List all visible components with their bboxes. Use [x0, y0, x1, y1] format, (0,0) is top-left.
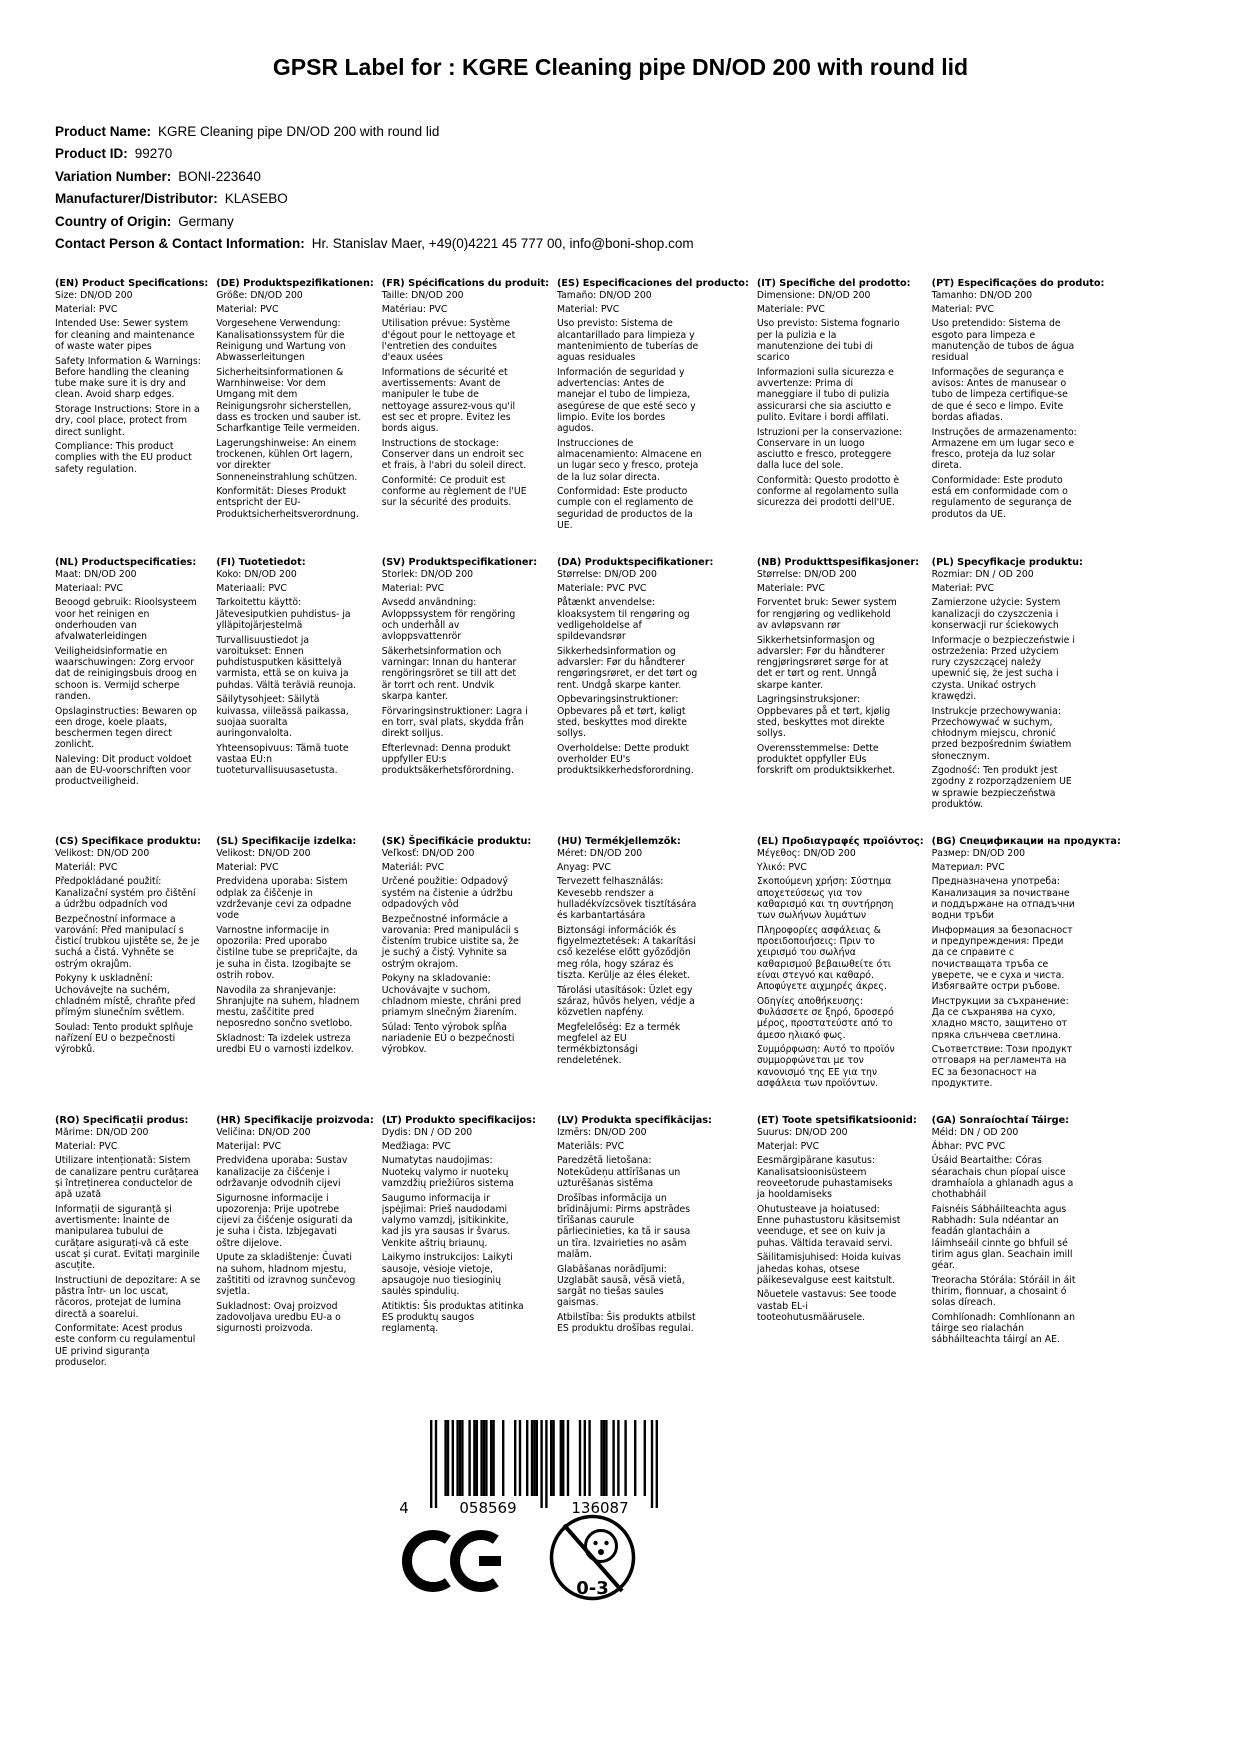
- spec-paragraph: Koko: DN/OD 200: [216, 568, 297, 580]
- spec-paragraph: Conformidad: Este producto cumple con el reglamento de seguridad de productos de la UE.: [556, 486, 694, 532]
- spec-block-sl: [216, 836, 374, 1115]
- spec-block-et: [757, 1115, 924, 1394]
- spec-paragraph: Efterlevnad: Denna produkt uppfyller EU:s produktsäkerhetsförordning.: [381, 742, 514, 777]
- spec-paragraph: Eesmärgipärane kasutus: Kanalisatsioonisüsteem reoveetorude puhastamiseks ja hooldamiseks: [756, 1155, 893, 1201]
- spec-paragraph: Konformität: Dieses Produkt entspricht der EU-Produktsicherheitsverordnung.: [216, 486, 359, 520]
- spec-paragraph: Avsedd användning: Avloppssystem för rengöring och underhåll av avloppsvattenrör: [381, 597, 516, 643]
- product-field-label: Contact Person & Contact Information:: [55, 236, 305, 252]
- spec-paragraph: Informações de segurança e avisos: Antes de manusear o tubo de limpeza certifique-se de que é seco e limpo. Evite bordas afiadas.: [931, 366, 1068, 424]
- spec-block-cs: [55, 836, 208, 1115]
- spec-paragraph: Turvallisuustiedot ja varoitukset: Ennen puhdistusputken käsittelyä varmista, että se on kuiva ja puhdas. Vältä teräviä reunoja.: [216, 634, 357, 691]
- page-title: GPSR Label for : KGRE Cleaning pipe DN/OD 200 with round lid: [272, 54, 969, 80]
- spec-paragraph: Material: PVC: [931, 303, 994, 315]
- spec-paragraph: Glabāšanas norādījumi: Uzglabāt sausā, vēsā vietā, sargāt no tiešas saules gaismas.: [556, 1263, 685, 1309]
- spec-paragraph: Utilizare intenționată: Sistem de canalizare pentru curățarea și întreținerea conductelor de apă uzată: [55, 1155, 199, 1201]
- ce-mark-icon: [402, 1528, 514, 1594]
- spec-paragraph: Upute za skladištenje: Čuvati na suhom, hladnom mjestu, zaštititi od izravnog sunčevog svjetla.: [216, 1252, 356, 1298]
- product-field-label: Variation Number:: [55, 168, 172, 184]
- spec-paragraph: Uso pretendido: Sistema de esgoto para limpeza e manutenção de tubos de água residual: [931, 318, 1075, 364]
- spec-paragraph: Beoogd gebruik: Rioolsysteem voor het reinigen en onderhouden van afvalwaterleidingen: [55, 597, 197, 643]
- spec-paragraph: Material: PVC: [556, 303, 620, 315]
- spec-block-en: [55, 278, 208, 557]
- spec-paragraph: Material: PVC: [55, 1140, 118, 1152]
- product-field-value: 99270: [134, 146, 173, 162]
- spec-paragraph: Οδηγίες αποθήκευσης: Φυλάσσετε σε ξηρό, δροσερό μέρος, προστατεύστε από το άμεσο ηλιακό φως.: [756, 995, 894, 1041]
- spec-paragraph: Laikymo instrukcijos: Laikyti sausoje, vėsioje vietoje, apsaugoje nuo tiesioginių saulės spindulių.: [381, 1252, 513, 1298]
- spec-title: (IT) Specifiche del prodotto:: [756, 278, 911, 289]
- product-field: [55, 121, 694, 143]
- spec-paragraph: Tarkoitettu käyttö: Jätevesiputkien puhdistus- ja ylläpitojärjestelmä: [216, 597, 351, 632]
- spec-title: (SL) Specifikacije izdelka:: [216, 836, 357, 847]
- product-field: [55, 233, 694, 255]
- spec-title: (BG) Спецификации на продукта:: [931, 836, 1121, 847]
- spec-paragraph: Storlek: DN/OD 200: [381, 568, 474, 580]
- ean13-barcode: [388, 1418, 658, 1516]
- spec-title: (ES) Especificaciones del producto:: [556, 278, 749, 289]
- spec-paragraph: Größe: DN/OD 200: [216, 289, 303, 301]
- spec-block-da: [557, 557, 749, 836]
- spec-paragraph: Materiāls: PVC: [556, 1140, 625, 1152]
- product-field-value: Hr. Stanislav Maer, +49(0)4221 45 777 00, info@boni-shop.com: [311, 236, 694, 252]
- spec-block-ga: [932, 1115, 1121, 1394]
- spec-paragraph: Skladnost: Ta izdelek ustreza uredbi EU o varnosti izdelkov.: [216, 1032, 354, 1056]
- spec-paragraph: Μέγεθος: DN/OD 200: [756, 847, 856, 859]
- spec-block-sv: [382, 557, 549, 836]
- barcode-bars: [430, 1420, 658, 1508]
- spec-paragraph: Predviđena uporaba: Sustav kanalizacije za čišćenje i održavanje odvodnih cijevi: [216, 1155, 348, 1190]
- spec-paragraph: Säilytysohjeet: Säilytä kuivassa, viileässä paikassa, suojaa suoralta auringonvalolta.: [216, 694, 349, 740]
- spec-paragraph: Varnostne informacije in opozorila: Pred uporabo čistilne tube se prepričajte, da je suha in čista. Izogibajte se ostrih robov.: [216, 924, 358, 982]
- spec-paragraph: Faisnéis Sábháilteachta agus Rabhadh: Sula ndéantar an feadán glantacháin a láimhseáil cinnte go bhfuil sé tirim agus glan. Seachain imill géar.: [931, 1203, 1073, 1272]
- product-field-value: KGRE Cleaning pipe DN/OD 200 with round lid: [158, 124, 440, 139]
- spec-paragraph: Intended Use: Sewer system for cleaning and maintenance of waste water pipes: [55, 318, 195, 353]
- spec-paragraph: Påtænkt anvendelse: kloaksystem til rengøring og vedligeholdelse af spildevandsrør: [556, 597, 690, 643]
- spec-block-lv: [557, 1115, 749, 1394]
- spec-paragraph: Sukladnost: Ovaj proizvod zadovoljava uredbu EU-a o sigurnosti proizvoda.: [216, 1300, 341, 1335]
- spec-title: (LV) Produkta specifikācijas:: [556, 1115, 712, 1126]
- spec-paragraph: Opslaginstructies: Bewaren op een droge, koele plaats, beschermen tegen direct zonlicht.: [55, 705, 198, 751]
- spec-paragraph: Uso previsto: Sistema fognario per la pulizia e la manutenzione dei tubi di scarico: [756, 318, 900, 364]
- spec-paragraph: Materjal: PVC: [756, 1140, 820, 1152]
- spec-block-nb: [757, 557, 924, 836]
- barcode-digits-right: 136087: [571, 1499, 629, 1516]
- spec-paragraph: Materiale: PVC PVC: [556, 582, 647, 594]
- age-warning-label: 0-3: [576, 1578, 609, 1599]
- spec-paragraph: Conformitate: Acest produs este conform cu regulamentul UE privind siguranța produselor.: [55, 1323, 196, 1369]
- spec-paragraph: Veličina: DN/OD 200: [216, 1126, 311, 1138]
- spec-paragraph: Atitiktis: Šis produktas atitinka ES produktų saugos reglamentą.: [381, 1300, 524, 1335]
- spec-paragraph: Información de seguridad y advertencias: Antes de manejar el tubo de limpieza, asegúrese de que esté seco y limpio. Evite los bordes agudos.: [556, 366, 696, 435]
- spec-paragraph: Safety Information & Warnings: Before handling the cleaning tube make sure it is dry and clean. Avoid sharp edges.: [55, 355, 201, 401]
- spec-paragraph: Sicherheitsinformationen & Warnhinweise: Vor dem Umgang mit dem Reinigungsrohr sicherstellen, dass es trocken und sauber ist. Scharfkantige Teile vermeiden.: [216, 366, 362, 435]
- spec-paragraph: Lagringsinstruksjoner: Oppbevares på et tørt, kjølig sted, beskyttes mot direkte sollys.: [756, 694, 891, 740]
- spec-paragraph: Instructions de stockage: Conserver dans un endroit sec et frais, à l'abri du soleil direct.: [381, 437, 527, 472]
- spec-paragraph: Størrelse: DN/OD 200: [756, 568, 857, 580]
- spec-paragraph: Инструкции за съхранение: Да се съхранява на сухо, хладно място, защитено от пряка слънчева светлина.: [931, 995, 1069, 1041]
- spec-paragraph: Numatytas naudojimas: Nuotekų valymo ir nuotekų vamzdžių priežiūros sistema: [381, 1155, 515, 1190]
- spec-paragraph: Materiał: PVC: [931, 582, 995, 594]
- spec-paragraph: Navodila za shranjevanje: Shranjujte na suhem, hladnem mestu, zaščitite pred neposredno sončno svetlobo.: [216, 984, 360, 1030]
- spec-paragraph: Instruções de armazenamento: Armazene em um lugar seco e fresco, proteja da luz solar direta.: [931, 426, 1077, 472]
- spec-paragraph: Tamanho: DN/OD 200: [931, 289, 1033, 301]
- spec-paragraph: Sigurnosne informacije i upozorenja: Prije upotrebe cijevi za čišćenje osigurati da je suha i čista. Izbjegavati oštre dijelove.: [216, 1192, 353, 1249]
- spec-paragraph: Izmērs: DN/OD 200: [556, 1126, 647, 1138]
- spec-paragraph: Instrucciones de almacenamiento: Almacene en un lugar seco y fresco, proteja de la luz solar directa.: [556, 437, 702, 483]
- spec-paragraph: Materiaali: PVC: [216, 582, 287, 594]
- spec-paragraph: Material: PVC: [381, 582, 445, 594]
- spec-paragraph: Atbilstība: Šis produkts atbilst ES produktu drošības regulai.: [556, 1311, 696, 1335]
- product-field-value: KLASEBO: [224, 191, 288, 207]
- spec-block-de: [216, 278, 374, 557]
- spec-paragraph: Anyag: PVC: [556, 861, 611, 873]
- spec-paragraph: Méret: DN/OD 200: [556, 847, 643, 859]
- spec-title: (NB) Produkttspesifikasjoner:: [756, 557, 919, 568]
- spec-paragraph: Bezpečnostné informácie a varovania: Pred manipulácii s čistením trubice uistite sa, že je suchý a čistý. Vyhnite sa ostrým okrajom.: [381, 913, 519, 970]
- spec-title: (PL) Specyfikacje produktu:: [931, 557, 1083, 568]
- spec-paragraph: Size: DN/OD 200: [55, 289, 133, 301]
- spec-paragraph: Tárolási utasítások: Üzlet egy száraz, hűvös helyen, védje a közvetlen napfény.: [556, 984, 695, 1019]
- product-field-label: Product ID:: [55, 146, 128, 162]
- spec-block-hr: [216, 1115, 374, 1394]
- spec-paragraph: Pokyny na skladovanie: Uchovávajte v suchom, chladnom mieste, chráni pred priamym slnečným žiarením.: [381, 973, 522, 1019]
- spec-paragraph: Opbevaringsinstruktioner: Opbevares på et tørt, køligt sted, beskyttes mod direkte sollys.: [556, 694, 687, 740]
- spec-paragraph: Ábhar: PVC PVC: [931, 1140, 1006, 1152]
- spec-paragraph: Treoracha Stórála: Stóráil in áit thirim, fionnuar, a chosaint ó solas díreach.: [931, 1274, 1076, 1309]
- spec-paragraph: Medžiaga: PVC: [381, 1140, 451, 1152]
- spec-paragraph: Zgodność: Ten produkt jest zgodny z rozporządzeniem UE w sprawie bezpieczeństwa produktów.: [931, 765, 1072, 811]
- spec-paragraph: Velikost: DN/OD 200: [216, 847, 311, 859]
- spec-paragraph: Материал: PVC: [931, 861, 1005, 873]
- spec-title: (FI) Tuotetiedot:: [216, 557, 306, 568]
- spec-paragraph: Conformidade: Este produto está em conformidade com o regulamento de segurança de produtos da UE.: [931, 474, 1072, 520]
- spec-paragraph: Pokyny k uskladnění: Uchovávejte na suchém, chladném místě, chraňte před přímým slunečním světlem.: [55, 973, 196, 1019]
- spec-paragraph: Předpokládané použití: Kanalizační systém pro čištění a údržbu odpadních vod: [55, 876, 196, 911]
- spec-paragraph: Tervezett felhasználás: Kevesebb rendszer a hulladékvízcsövek tisztítására és karbantartására: [556, 876, 697, 922]
- spec-paragraph: Velikost: DN/OD 200: [55, 847, 150, 859]
- spec-paragraph: Sikkerhedsinformation og advarsler: Før du håndterer rengøringsrøret, er det tørt og rent. Undgå skarpe kanter.: [556, 645, 698, 691]
- spec-paragraph: Tamaño: DN/OD 200: [556, 289, 652, 301]
- spec-paragraph: Rozmiar: DN / OD 200: [931, 568, 1034, 580]
- spec-paragraph: Maat: DN/OD 200: [55, 568, 137, 580]
- spec-paragraph: Informacje o bezpieczeństwie i ostrzeżenia: Przed użyciem rury czyszczącej należy upewnić się, że jest sucha i czysta. Unikać ostrych krawędzi.: [931, 634, 1075, 703]
- spec-block-pl: [932, 557, 1121, 836]
- spec-paragraph: Material: PVC: [216, 861, 279, 873]
- spec-paragraph: Mărime: DN/OD 200: [55, 1126, 149, 1138]
- spec-title: (DA) Produktspecifikationer:: [556, 557, 714, 568]
- spec-title: (FR) Spécifications du produit:: [381, 278, 549, 289]
- spec-paragraph: Lagerungshinweise: An einem trockenen, kühlen Ort lagern, vor direkter Sonneneinstrahlung schützen.: [216, 437, 358, 483]
- product-field-label: Manufacturer/Distributor:: [55, 191, 218, 207]
- spec-title: (GA) Sonraíochtaí Táirge:: [931, 1115, 1070, 1126]
- spec-paragraph: Storage Instructions: Store in a dry, cool place, protect from direct sunlight.: [55, 403, 200, 438]
- spec-paragraph: Υλικό: PVC: [756, 861, 807, 873]
- spec-paragraph: Conformité: Ce produit est conforme au règlement de l'UE sur la sécurité des produits.: [381, 474, 527, 509]
- spec-paragraph: Размер: DN/OD 200: [931, 847, 1026, 859]
- barcode-digit-first: 4: [399, 1499, 409, 1516]
- product-field: [55, 211, 694, 233]
- product-field: [55, 143, 694, 165]
- spec-paragraph: Informații de siguranță și avertismente: Înainte de manipularea tubului de curățare asigurați-vă că este uscat și curat. Evitați marginile ascuțite.: [55, 1203, 200, 1272]
- spec-paragraph: Zamierzone użycie: System kanalizacji do czyszczenia i konserwacji rur ściekowych: [931, 597, 1061, 632]
- spec-paragraph: Forventet bruk: Sewer system for rengjøring og vedlikehold av avløpsvann rør: [756, 597, 897, 632]
- spec-paragraph: Materiaal: PVC: [55, 582, 124, 594]
- spec-paragraph: Súlad: Tento výrobok spĺňa nariadenie EÚ o bezpečnosti výrobkov.: [381, 1021, 515, 1056]
- spec-title: (DE) Produktspezifikationen:: [216, 278, 374, 289]
- spec-paragraph: Istruzioni per la conservazione: Conservare in un luogo asciutto e fresco, proteggere dalla luce del sole.: [756, 426, 903, 472]
- spec-paragraph: Uso previsto: Sistema de alcantarillado para limpieza y mantenimiento de tuberías de aguas residuales: [556, 318, 699, 364]
- spec-paragraph: Ohutusteave ja hoiatused: Enne puhastustoru käsitsemist veenduge, et see on kuiv ja puhas. Vältida teravaid servi.: [756, 1203, 901, 1249]
- product-field-label: Country of Origin:: [55, 213, 172, 229]
- spec-paragraph: Sikkerhetsinformasjon og advarsler: Før du håndterer rengjøringsrøret sørge for at det er tørt og rent. Unngå skarpe kanter.: [756, 634, 889, 691]
- spec-paragraph: Soulad: Tento produkt splňuje nařízení EU o bezpečnosti výrobků.: [55, 1021, 194, 1056]
- spec-paragraph: Materiale: PVC: [756, 303, 825, 315]
- spec-paragraph: Dydis: DN / OD 200: [381, 1126, 473, 1138]
- spec-paragraph: Compliance: This product complies with the EU product safety regulation.: [55, 441, 192, 475]
- spec-paragraph: Информация за безопасност и предупреждения: Преди да се справите с почистващата тръба се уверете, че е суха и чиста. Избягвайте остри ръбове.: [931, 924, 1073, 993]
- spec-paragraph: Dimensione: DN/OD 200: [756, 289, 871, 301]
- spec-paragraph: Overholdelse: Dette produkt overholder EU's produktsikkerhedsforordning.: [556, 742, 694, 777]
- spec-paragraph: Taille: DN/OD 200: [381, 289, 464, 301]
- spec-block-el: [757, 836, 924, 1115]
- spec-paragraph: Предназначена употреба: Канализация за почистване и поддържане на отпадъчни водни тръби: [931, 876, 1075, 922]
- spec-paragraph: Predvidena uporaba: Sistem odplak za čiščenje in vzdrževanje cevi za odpadne vode: [216, 876, 352, 922]
- spec-paragraph: Bezpečnostní informace a varování: Před manipulací s čisticí trubkou ujistěte se, že je suchá a čistá. Vyhněte se ostrým okrajům.: [55, 913, 200, 970]
- spec-paragraph: Съответствие: Този продукт отговаря на регламента на ЕС за безопасност на продуктите.: [931, 1044, 1073, 1090]
- barcode-digits-left: 058569: [459, 1499, 517, 1516]
- spec-paragraph: Biztonsági információk és figyelmeztetések: A takarítási cső kezelése előtt győződjön meg róla, hogy száraz és tiszta. Kerülje az éles éleket.: [556, 924, 696, 982]
- spec-paragraph: Veiligheidsinformatie en waarschuwingen: Zorg ervoor dat de reinigingsbuis droog en schoon is. Vermijd scherpe randen.: [55, 645, 197, 703]
- product-info: [55, 121, 694, 255]
- spec-paragraph: Material: PVC: [55, 303, 118, 315]
- spec-title: (PT) Especificações do produto:: [931, 278, 1105, 289]
- spec-title: (LT) Produkto specifikacijos:: [381, 1115, 536, 1126]
- spec-title: (CS) Specifikace produktu:: [55, 836, 201, 847]
- spec-title: (EL) Προδιαγραφές προϊόντος:: [756, 836, 924, 847]
- specs-grid: [55, 278, 1121, 1394]
- spec-paragraph: Materiale: PVC: [756, 582, 825, 594]
- spec-paragraph: Säkerhetsinformation och varningar: Innan du hanterar rengöringsröret se till att det är torrt och rent. Undvik skarpa kanter.: [381, 645, 517, 703]
- spec-block-pt: [932, 278, 1121, 557]
- spec-title: (ET) Toote spetsifikatsioonid:: [756, 1115, 917, 1126]
- spec-title: (SK) Špecifikácie produktu:: [381, 836, 532, 847]
- spec-paragraph: Overensstemmelse: Dette produktet oppfyller EUs forskrift om produktsikkerhet.: [756, 742, 896, 777]
- spec-block-es: [557, 278, 749, 557]
- spec-paragraph: Material: PVC: [216, 303, 279, 315]
- product-field-value: Germany: [178, 213, 234, 229]
- spec-paragraph: Materijal: PVC: [216, 1140, 282, 1152]
- spec-paragraph: Materiál: PVC: [55, 861, 118, 873]
- spec-paragraph: Säilitamisjuhised: Hoida kuivas jahedas kohas, otsese päikesevalguse eest kaitstult.: [756, 1252, 901, 1286]
- spec-block-lt: [382, 1115, 549, 1394]
- spec-paragraph: Paredzētā lietošana: Notekūdeņu attīrīšanas un uzturēšanas sistēma: [556, 1155, 681, 1190]
- spec-paragraph: Comhlíonadh: Comhlíonann an táirge seo rialachán sábháilteachta táirgí an AE.: [931, 1311, 1075, 1346]
- spec-paragraph: Megfelelőség: Ez a termék megfelel az EU termékbiztonsági rendeletének.: [556, 1021, 681, 1067]
- spec-block-hu: [557, 836, 749, 1115]
- spec-paragraph: Úsáid Beartaithe: Córas séarachais chun píopaí uisce dramhaíola a ghlanadh agus a chothabháil: [931, 1155, 1074, 1201]
- spec-paragraph: Størrelse: DN/OD 200: [556, 568, 657, 580]
- spec-paragraph: Πληροφορίες ασφάλειας & προειδοποιήσεις: Πριν το χειρισμό του σωλήνα καθαρισμού βεβαιωθείτε ότι είναι στεγνό και καθαρό. Αποφύγετε αιχμηρές άκρες.: [756, 924, 891, 993]
- spec-title: (EN) Product Specifications:: [55, 278, 209, 289]
- spec-paragraph: Συμμόρφωση: Αυτό το προϊόν συμμορφώνεται με τον κανονισμό της ΕΕ για την ασφάλεια των προϊόντων.: [756, 1044, 895, 1090]
- spec-paragraph: Drošības informācija un brīdinājumi: Pirms apstrādes tīrīšanas caurule pārliecinieties, ka tā ir sausa un tīra. Izvairieties no asām malām.: [556, 1192, 691, 1261]
- spec-paragraph: Naleving: Dit product voldoet aan de EU-voorschriften voor productveiligheid.: [55, 753, 192, 788]
- spec-title: (RO) Specificații produs:: [55, 1115, 189, 1126]
- spec-block-sk: [382, 836, 549, 1115]
- spec-paragraph: Instrukcje przechowywania: Przechowywać w suchym, chłodnym miejscu, chronić przed bezpośrednim światłem słonecznym.: [931, 705, 1072, 762]
- spec-title: (NL) Productspecificaties:: [55, 557, 197, 568]
- spec-paragraph: Méid: DN / OD 200: [931, 1126, 1019, 1138]
- spec-paragraph: Conformità: Questo prodotto è conforme al regolamento sulla sicurezza dei prodotti dell'UE.: [756, 474, 900, 509]
- spec-block-it: [757, 278, 924, 557]
- spec-paragraph: Určené použitie: Odpadový systém na čistenie a údržbu odpadových vôd: [381, 876, 513, 911]
- product-field: [55, 188, 694, 210]
- product-field: [55, 166, 694, 188]
- spec-paragraph: Σκοπούμενη χρήση: Σύστημα αποχετεύσεως για τον καθαρισμό και τη συντήρηση των σωλήνων λυμάτων: [756, 876, 894, 922]
- spec-paragraph: Materiál: PVC: [381, 861, 445, 873]
- spec-paragraph: Yhteensopivuus: Tämä tuote vastaa EU:n tuoteturvallisuusasetusta.: [216, 742, 349, 777]
- spec-paragraph: Suurus: DN/OD 200: [756, 1126, 848, 1138]
- spec-paragraph: Informations de sécurité et avertissements: Avant de manipuler le tube de nettoyage assurez-vous qu'il est sec et propre. Évitez les bords aigus.: [381, 366, 516, 435]
- spec-paragraph: Veľkosť: DN/OD 200: [381, 847, 475, 859]
- spec-title: (SV) Produktspecifikationer:: [381, 557, 538, 568]
- age-warning-0-3-icon: [545, 1510, 640, 1605]
- product-field-label: Product Name:: [55, 124, 152, 139]
- spec-paragraph: Saugumo informacija ir įspėjimai: Prieš naudodami valymo vamzdį, įsitikinkite, kad jis yra sausas ir švarus. Venkite aštrių briaunų.: [381, 1192, 511, 1249]
- spec-paragraph: Instructiuni de depozitare: A se păstra într- un loc uscat, răcoros, protejat de lumina directă a soarelui.: [55, 1274, 201, 1320]
- spec-block-nl: [55, 557, 208, 836]
- spec-block-ro: [55, 1115, 208, 1394]
- spec-title: (HR) Specifikacije proizvoda:: [216, 1115, 374, 1126]
- spec-title: (HU) Termékjellemzők:: [556, 836, 681, 847]
- spec-block-bg: [932, 836, 1121, 1115]
- spec-block-fr: [382, 278, 549, 557]
- spec-paragraph: Vorgesehene Verwendung: Kanalisationssystem für die Reinigung und Wartung von Abwasserleitungen: [216, 318, 346, 364]
- product-field-value: BONI-223640: [178, 168, 261, 184]
- spec-paragraph: Utilisation prévue: Système d'égout pour le nettoyage et l'entretien des conduites d'eaux usées: [381, 318, 516, 364]
- spec-block-fi: [216, 557, 374, 836]
- spec-paragraph: Matériau: PVC: [381, 303, 448, 315]
- spec-paragraph: Nõuetele vastavus: See toode vastab EL-i tooteohutusmäärusele.: [756, 1289, 897, 1323]
- spec-paragraph: Informazioni sulla sicurezza e avvertenze: Prima di maneggiare il tubo di pulizia assicurarsi che sia asciutto e pulito. Evitare i bordi affilati.: [756, 366, 894, 424]
- spec-paragraph: Förvaringsinstruktioner: Lagra i en torr, sval plats, skydda från direkt solljus.: [381, 705, 528, 740]
